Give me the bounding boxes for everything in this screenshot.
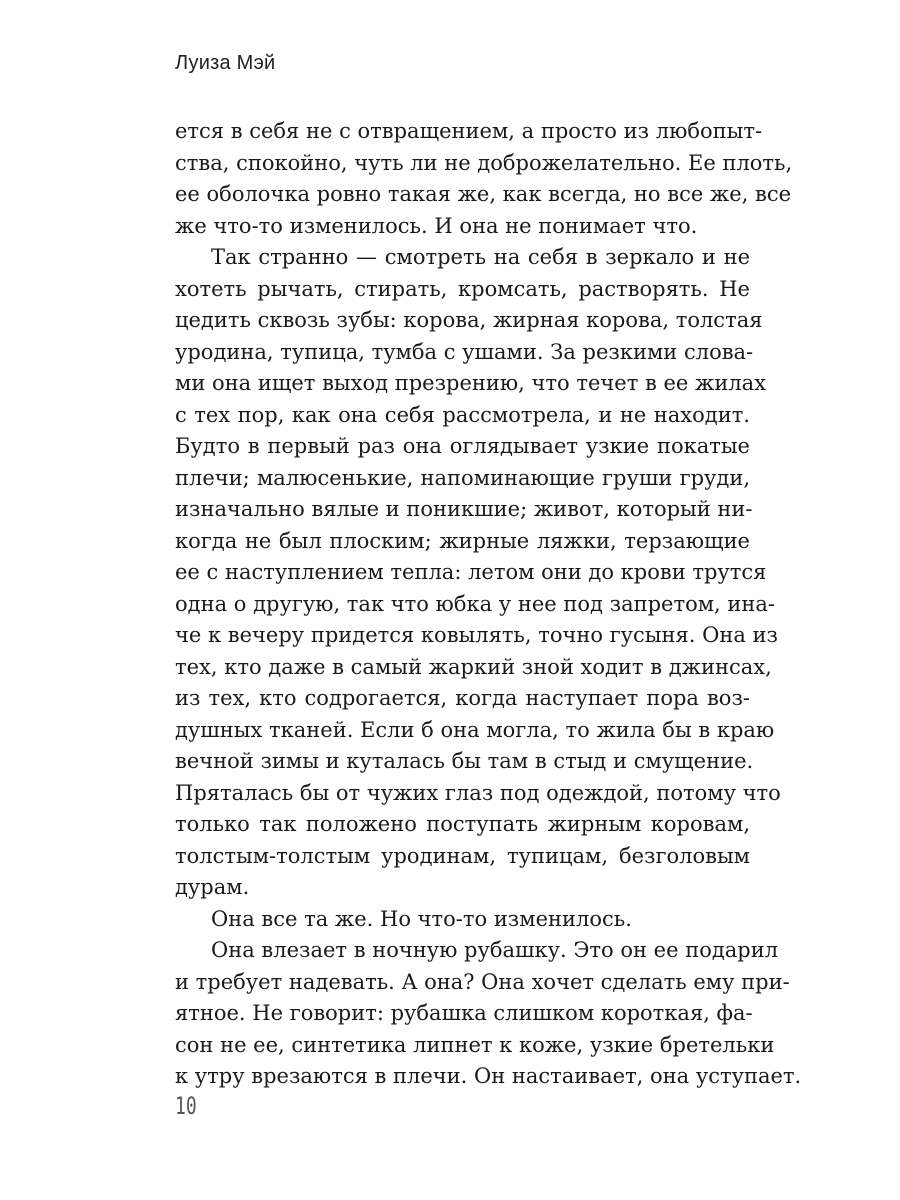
text-line: к утру врезаются в плечи. Он настаивает, она уступает. [175,1064,802,1088]
text-line: плечи; малюсенькие, напоминающие груши груди, [175,465,750,490]
text-line: ства, спокойно, чуть ли не доброжелательно. Ее плоть, [175,150,793,175]
text-line: ется в себя не с отвращением, а просто из любопыт- [175,119,763,143]
page-number: 10 [175,1092,197,1120]
text-line: ятное. Не говорит: рубашка слишком короткая, фа- [175,1001,753,1025]
text-line: Будто в первый раз она оглядывает узкие покатые [175,434,750,458]
text-line: душных тканей. Если б она могла, то жила бы в краю [175,717,775,742]
text-line: цедить сквозь зубы: корова, жирная корова, толстая [175,308,763,332]
text-line: хотеть рычать, стирать, кромсать, растворять. Не [175,276,750,301]
text-line: ее оболочка ровно такая же, как всегда, но все же, все [175,182,792,206]
text-line: когда не был плоским; жирные ляжки, терзающие [175,528,750,553]
text-line: толстым-толстым уродинам, тупицам, безголовым [175,843,750,868]
running-head-author: Луиза Мэй [175,52,276,74]
text-line: ми она ищет выход презрению, что течет в ее жилах [175,371,767,395]
text-line: сон не ее, синтетика липнет к коже, узкие бретельки [175,1032,775,1057]
text-line: же что-то изменилось. И она не понимает что. [175,213,698,238]
text-line: Так странно — смотреть на себя в зеркало и не [211,245,750,269]
text-line: изначально вялые и поникшие; живот, который ни- [175,497,753,521]
text-line: с тех пор, как она себя рассмотрела, и не находит. [175,402,750,427]
book-page-text [175,116,802,1093]
text-line: уродина, тупица, тумба с ушами. За резкими слова- [175,339,754,364]
text-line: Пряталась бы от чужих глаз под одеждой, потому что [175,780,781,805]
text-line: только так положено поступать жирным коровам, [175,812,750,836]
text-line: из тех, кто содрогается, когда наступает пора воз- [175,686,750,710]
text-line: дурам. [175,875,250,899]
text-line: ее с наступлением тепла: летом они до крови трутся [175,560,767,584]
text-line: и требует надевать. А она? Она хочет сделать ему при- [175,969,790,994]
text-line: Она все та же. Но что-то изменилось. [211,906,632,931]
text-line: че к вечеру придется ковылять, точно гусыня. Она из [175,623,778,647]
text-line: Она влезает в ночную рубашку. Это он ее подарил [211,938,779,962]
text-line: вечной зимы и куталась бы там в стыд и смущение. [175,749,754,773]
text-line: одна о другую, так что юбка у нее под запретом, ина- [175,591,776,616]
text-line: тех, кто даже в самый жаркий зной ходит в джинсах, [175,654,772,679]
